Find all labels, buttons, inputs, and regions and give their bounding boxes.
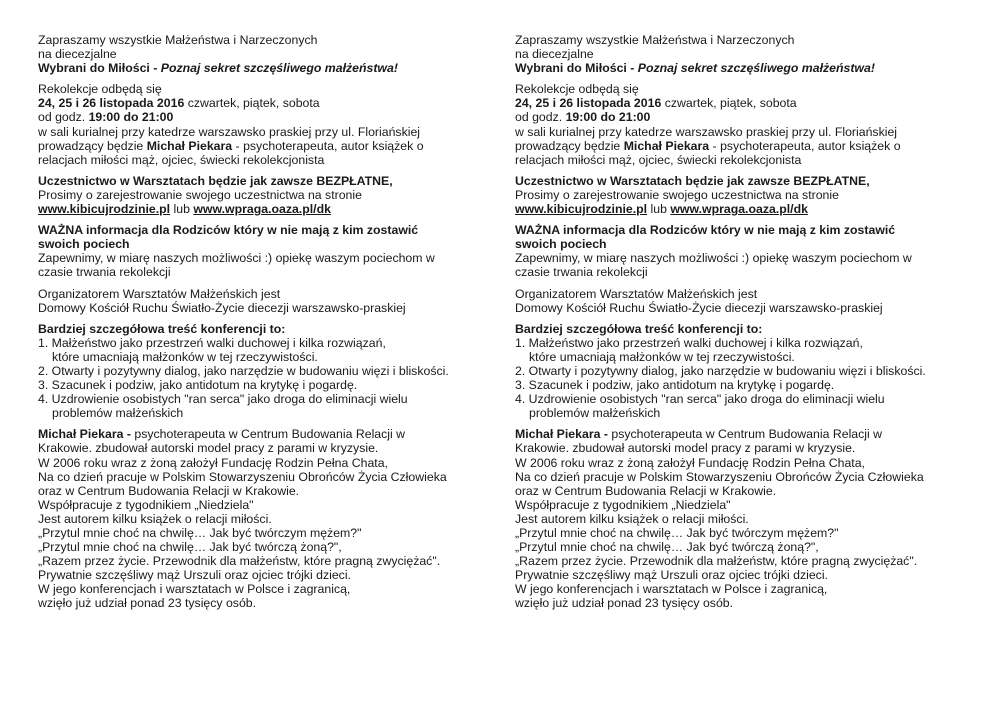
topic-item: problemów małżeńskich xyxy=(52,406,184,421)
link-wpraga[interactable]: www.wpraga.oaza.pl/dk xyxy=(670,202,808,217)
bio-line: Krakowie. zbudował autorski model pracy z parami w kryzysie. xyxy=(515,441,856,456)
bio-first-line: Michał Piekara - psychoterapeuta w Centrum Budowania Relacji w xyxy=(515,427,883,442)
bio-line: „Razem przez życie. Przewodnik dla małżeństw, które pragną zwyciężać". xyxy=(38,554,441,569)
bio-line: Jest autorem kilku książek o relacji miłości. xyxy=(38,511,272,526)
bio-first-line: Michał Piekara - psychoterapeuta w Centrum Budowania Relacji w xyxy=(38,427,406,442)
retreat-line: Rekolekcje odbędą się xyxy=(38,82,162,97)
bio-line: Prywatnie szczęśliwy mąż Urszuli oraz ojciec trójki dzieci. xyxy=(38,568,351,583)
register-links: www.kibicujrodzinie.pl lub www.wpraga.oaza.pl/dk xyxy=(515,202,808,217)
topic-item: które umacniają małżonków w tej rzeczywistości. xyxy=(52,349,318,364)
parents-line-2: czasie trwania rekolekcji xyxy=(38,265,171,280)
bio-line: „Przytul mnie choć na chwilę… Jak być twórczym mężem?" xyxy=(515,526,839,540)
bio-line: Na co dzień pracuje w Polskim Stowarzyszeniu Obrońców Życia Człowieka xyxy=(38,469,447,484)
organizer-line-2: Domowy Kościół Ruchu Światło-Życie diecezji warszawsko-praskiej xyxy=(515,300,883,315)
retreat-time: od godz. 19:00 do 21:00 xyxy=(515,110,651,125)
bio-line: W 2006 roku wraz z żoną założył Fundację Rodzin Pełna Chata, xyxy=(38,455,388,470)
topic-item: 2. Otwarty i pozytywny dialog, jako narzędzie w budowaniu więzi i bliskości. xyxy=(38,363,449,378)
leader-line-2: relacjach miłości mąż, ojciec, świecki rekolekcjonista xyxy=(38,152,325,167)
parents-line-2: czasie trwania rekolekcji xyxy=(515,265,648,280)
retreat-line: Rekolekcje odbędą się xyxy=(515,82,639,97)
parents-heading: WAŻNA informacja dla Rodziców który w nie mają z kim zostawić xyxy=(515,223,896,238)
bio-line: wzięło już udział ponad 23 tysięcy osób. xyxy=(515,596,734,611)
bio-line: „Razem przez życie. Przewodnik dla małżeństw, które pragną zwyciężać". xyxy=(515,554,918,569)
bio-line: W 2006 roku wraz z żoną założył Fundację Rodzin Pełna Chata, xyxy=(515,455,865,470)
organizer-line: Organizatorem Warsztatów Małżeńskich jest xyxy=(515,286,758,301)
link-kibicujrodzinie[interactable]: www.kibicujrodzinie.pl xyxy=(515,202,648,217)
leader-line-2: relacjach miłości mąż, ojciec, świecki rekolekcjonista xyxy=(515,152,802,167)
free-heading: Uczestnictwo w Warsztatach będzie jak zawsze BEZPŁATNE, xyxy=(38,173,393,188)
retreat-dates: 24, 25 i 26 listopada 2016 czwartek, piątek, sobota xyxy=(38,96,320,111)
intro-line-2: na diecezjalne xyxy=(515,47,594,62)
topic-item: 4. Uzdrowienie osobistych "ran serca" jako droga do eliminacji wielu xyxy=(38,392,408,407)
bio-line: „Przytul mnie choć na chwilę… Jak być twórczą żoną?", xyxy=(38,540,342,555)
content-heading: Bardziej szczegółowa treść konferencji to: xyxy=(38,321,286,336)
event-title: Wybrani do Miłości - Poznaj sekret szczęśliwego małżeństwa! xyxy=(38,61,398,76)
intro-line: Zapraszamy wszystkie Małżeństwa i Narzeczonych xyxy=(515,33,795,47)
bio-line: Współpracuje z tygodnikiem „Niedziela" xyxy=(515,497,731,512)
topic-item: 4. Uzdrowienie osobistych "ran serca" jako droga do eliminacji wielu xyxy=(515,392,885,407)
venue-line: w sali kurialnej przy katedrze warszawsko praskiej przy ul. Floriańskiej xyxy=(515,124,898,139)
bio-line: oraz w Centrum Budowania Relacji w Krakowie. xyxy=(38,483,300,498)
flyer-column-right xyxy=(515,33,980,611)
retreat-time: od godz. 19:00 do 21:00 xyxy=(38,110,174,125)
parents-line: Zapewnimy, w miarę naszych możliwości :) opiekę waszym pociechom w xyxy=(38,251,435,266)
parents-heading-2: swoich pociech xyxy=(515,237,607,252)
bio-line: W jego konferencjach i warsztatach w Polsce i zagranicą, xyxy=(38,582,351,597)
bio-line: „Przytul mnie choć na chwilę… Jak być twórczą żoną?", xyxy=(515,540,819,555)
topic-item: które umacniają małżonków w tej rzeczywistości. xyxy=(529,349,795,364)
parents-heading-2: swoich pociech xyxy=(38,237,130,252)
bio-line: oraz w Centrum Budowania Relacji w Krakowie. xyxy=(515,483,777,498)
bio-line: Prywatnie szczęśliwy mąż Urszuli oraz ojciec trójki dzieci. xyxy=(515,568,828,583)
register-links: www.kibicujrodzinie.pl lub www.wpraga.oaza.pl/dk xyxy=(38,202,331,217)
parents-heading: WAŻNA informacja dla Rodziców który w nie mają z kim zostawić xyxy=(38,223,419,238)
free-heading: Uczestnictwo w Warsztatach będzie jak zawsze BEZPŁATNE, xyxy=(515,173,870,188)
bio-line: Na co dzień pracuje w Polskim Stowarzyszeniu Obrońców Życia Człowieka xyxy=(515,469,924,484)
parents-line: Zapewnimy, w miarę naszych możliwości :) opiekę waszym pociechom w xyxy=(515,251,912,266)
retreat-dates: 24, 25 i 26 listopada 2016 czwartek, piątek, sobota xyxy=(515,96,797,111)
bio-line: Współpracuje z tygodnikiem „Niedziela" xyxy=(38,497,254,512)
venue-line: w sali kurialnej przy katedrze warszawsko praskiej przy ul. Floriańskiej xyxy=(38,124,421,139)
organizer-line-2: Domowy Kościół Ruchu Światło-Życie diecezji warszawsko-praskiej xyxy=(38,300,406,315)
topic-item: 1. Małżeństwo jako przestrzeń walki duchowej i kilka rozwiązań, xyxy=(515,335,863,350)
bio-line: „Przytul mnie choć na chwilę… Jak być twórczym mężem?" xyxy=(38,526,362,540)
content-heading: Bardziej szczegółowa treść konferencji to: xyxy=(515,321,763,336)
organizer-line: Organizatorem Warsztatów Małżeńskich jest xyxy=(38,286,281,301)
bio-line: wzięło już udział ponad 23 tysięcy osób. xyxy=(38,596,257,611)
link-wpraga[interactable]: www.wpraga.oaza.pl/dk xyxy=(193,202,331,217)
topic-item: 3. Szacunek i podziw, jako antidotum na krytykę i pogardę. xyxy=(38,378,358,393)
bio-line: Krakowie. zbudował autorski model pracy z parami w kryzysie. xyxy=(38,441,379,456)
topic-item: problemów małżeńskich xyxy=(529,406,661,421)
intro-line-2: na diecezjalne xyxy=(38,47,117,62)
link-kibicujrodzinie[interactable]: www.kibicujrodzinie.pl xyxy=(38,202,171,217)
bio-line: Jest autorem kilku książek o relacji miłości. xyxy=(515,511,749,526)
register-line: Prosimy o zarejestrowanie swojego uczestnictwa na stronie xyxy=(38,187,362,202)
register-line: Prosimy o zarejestrowanie swojego uczestnictwa na stronie xyxy=(515,187,839,202)
bio-line: W jego konferencjach i warsztatach w Polsce i zagranicą, xyxy=(515,582,828,597)
leader-line: prowadzący będzie Michał Piekara - psychoterapeuta, autor książek o xyxy=(515,138,901,153)
intro-line: Zapraszamy wszystkie Małżeństwa i Narzeczonych xyxy=(38,33,318,47)
topic-item: 1. Małżeństwo jako przestrzeń walki duchowej i kilka rozwiązań, xyxy=(38,335,386,350)
leader-line: prowadzący będzie Michał Piekara - psychoterapeuta, autor książek o xyxy=(38,138,424,153)
topic-item: 2. Otwarty i pozytywny dialog, jako narzędzie w budowaniu więzi i bliskości. xyxy=(515,363,926,378)
topic-item: 3. Szacunek i podziw, jako antidotum na krytykę i pogardę. xyxy=(515,378,835,393)
event-title: Wybrani do Miłości - Poznaj sekret szczęśliwego małżeństwa! xyxy=(515,61,875,76)
flyer-column-left xyxy=(38,33,503,611)
